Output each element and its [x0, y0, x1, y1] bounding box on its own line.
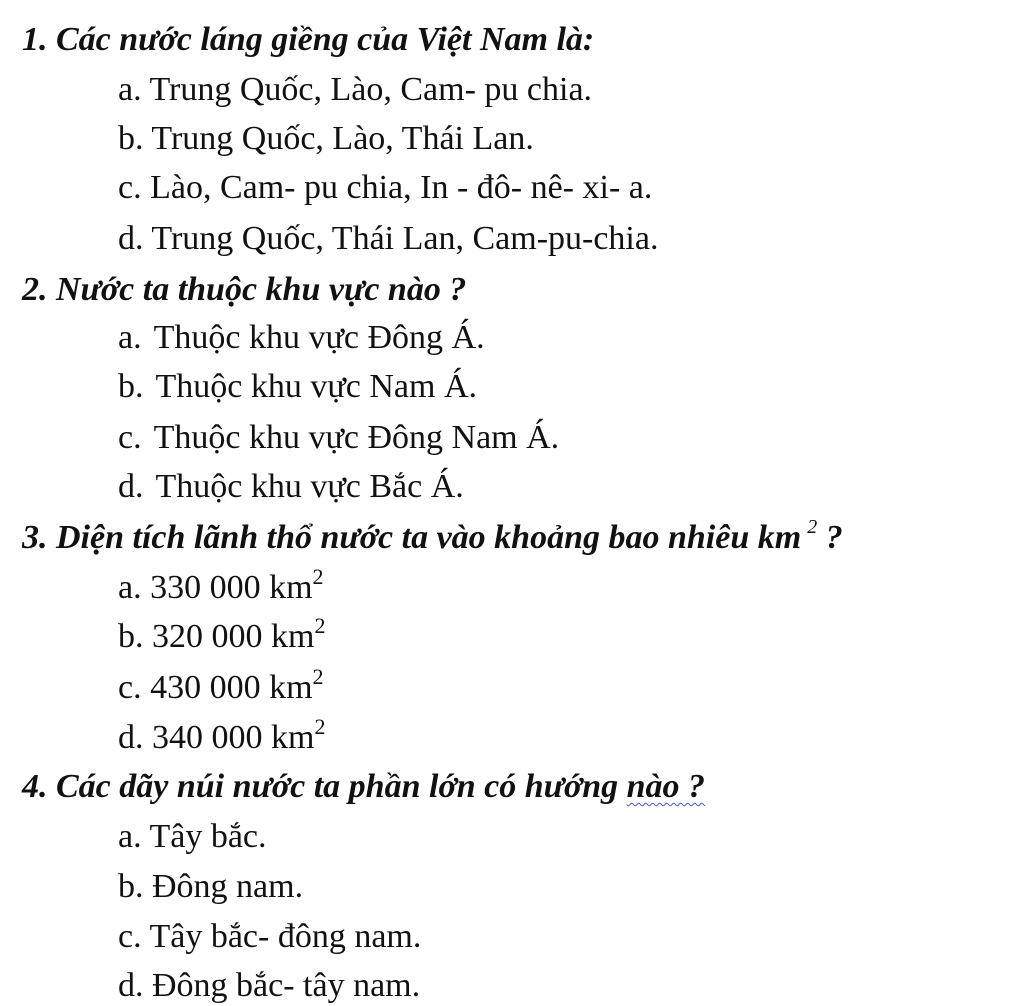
question-3-title — [22, 518, 843, 558]
superscript: 2 — [312, 564, 324, 589]
question-4-option-d: d. Đông bắc- tây nam. — [118, 967, 421, 1004]
option-text: Thuộc khu vực Đông Nam Á. — [153, 419, 560, 456]
option-letter: b. — [118, 368, 144, 405]
question-4-title — [22, 767, 705, 807]
option-text: Thuộc khu vực Nam Á. — [155, 368, 478, 405]
question-mark: ? — [817, 519, 843, 556]
question-1-option-b: b. Trung Quốc, Lào, Thái Lan. — [118, 120, 534, 157]
question-2-option-a — [118, 318, 485, 358]
question-3-option-d — [118, 714, 326, 758]
question-1-option-d: d. Trung Quốc, Thái Lan, Cam-pu-chia. — [118, 220, 659, 257]
question-2-option-d — [118, 467, 464, 507]
question-3-option-b — [118, 613, 326, 657]
question-4-option-c: c. Tây bắc- đông nam. — [118, 918, 422, 955]
superscript: 2 — [314, 613, 326, 638]
option-text: b. 320 000 km — [118, 618, 315, 655]
spellcheck-underlined-text: nào ? — [626, 768, 706, 805]
question-1-option-c: c. Lào, Cam- pu chia, In - đô- nê- xi- a. — [118, 169, 653, 206]
question-1-option-a: a. Trung Quốc, Lào, Cam- pu chia. — [118, 71, 593, 108]
question-4-option-b: b. Đông nam. — [118, 868, 304, 905]
option-text: c. 430 000 km — [118, 669, 313, 706]
question-text: 4. Các dãy núi nước ta phần lớn có hướng — [22, 768, 627, 805]
option-letter: c. — [118, 419, 142, 456]
option-text: a. 330 000 km — [118, 569, 313, 606]
question-2-option-c — [118, 418, 559, 458]
option-text: d. 340 000 km — [118, 719, 315, 756]
option-letter: d. — [118, 468, 144, 505]
question-1-title: 1. Các nước láng giềng của Việt Nam là: — [22, 21, 595, 58]
question-3-option-c — [118, 664, 324, 708]
question-4-option-a: a. Tây bắc. — [118, 818, 267, 855]
superscript: 2 — [807, 516, 818, 538]
question-3-option-a — [118, 564, 324, 608]
question-2-title: 2. Nước ta thuộc khu vực nào ? — [22, 271, 467, 308]
superscript: 2 — [314, 714, 326, 739]
question-2-option-b — [118, 367, 477, 407]
question-text: 3. Diện tích lãnh thổ nước ta vào khoảng bao nhiêu km — [22, 519, 802, 556]
option-letter: a. — [118, 319, 142, 356]
option-text: Thuộc khu vực Đông Á. — [153, 319, 485, 356]
option-text: Thuộc khu vực Bắc Á. — [155, 468, 464, 505]
superscript: 2 — [312, 664, 324, 689]
